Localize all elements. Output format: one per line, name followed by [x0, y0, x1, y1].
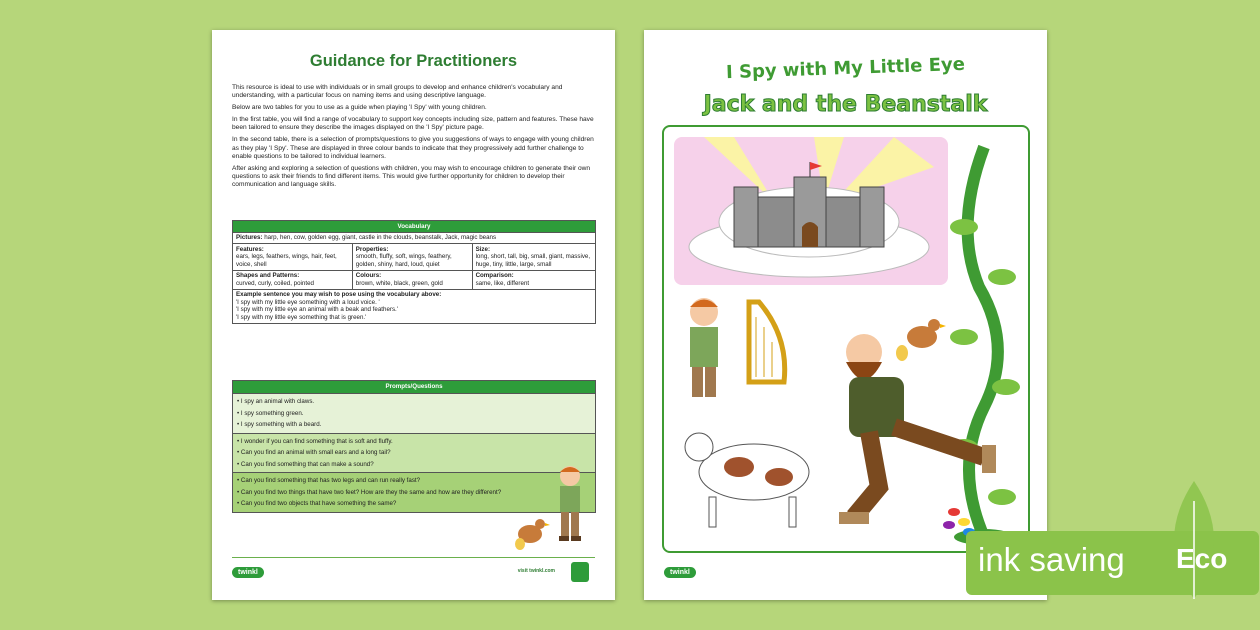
ink-saving-label: ink saving — [978, 541, 1125, 578]
guidance-title: Guidance for Practitioners — [309, 52, 518, 70]
example-sentence: 'I spy with my little eye an animal with a beak and feathers.' — [236, 306, 398, 313]
golden-egg-icon — [896, 345, 908, 361]
guidance-paragraph: In the second table, there is a selection of prompts/questions to give you suggestions of ways to engage with young children as they play 'I Spy'. These are displayed in three colour bands to indicate that they progressively add further challenge to enable questions to be tailored to individual learners. — [232, 136, 594, 160]
prompt-item: • Can you find two objects that have something the same? — [237, 500, 397, 507]
leaf-icon — [1154, 481, 1234, 599]
size-cell — [472, 244, 595, 271]
hen-icon — [515, 519, 550, 550]
example-cell — [233, 289, 596, 323]
features-cell — [233, 244, 353, 271]
guidance-page — [212, 30, 615, 600]
features-label: Features: — [236, 245, 264, 253]
guidance-paragraph: Below are two tables for you to use as a guide when playing 'I Spy' with young children. — [232, 104, 487, 112]
castle-in-clouds-icon — [674, 137, 948, 285]
hen-icon — [907, 319, 946, 348]
story-illustrations — [664, 127, 1028, 551]
pictures-label: Pictures: — [236, 234, 263, 241]
jack-icon — [559, 466, 581, 541]
prompt-item: • Can you find something that can make a sound? — [237, 460, 374, 468]
guidance-paragraph: This resource is ideal to use with individuals or in small groups to develop and enhance children's vocabulary and understanding, with a particular focus on naming items and using descriptive language. — [232, 84, 563, 100]
prompts-band-1 — [232, 394, 596, 434]
size-value: long, short, tall, big, small, giant, massive, huge, tiny, little, large, small — [475, 253, 591, 268]
colours-value: brown, white, black, green, gold — [355, 279, 443, 287]
guidance-paragraph: In the first table, you will find a range of vocabulary to support key concepts including size, pattern and features. These have been tailored to ensure they describe the images displayed on the 'I Spy' picture page. — [232, 116, 594, 132]
cow-icon — [685, 433, 809, 527]
jack-icon — [690, 298, 718, 397]
beanstalk-icon — [950, 147, 1020, 545]
jack-hen-illustration — [512, 462, 592, 558]
prompts-header: Prompts/Questions — [232, 380, 596, 394]
example-label: Example sentence you may wish to pose using the vocabulary above: — [236, 291, 442, 298]
shapes-value: curved, curly, coiled, pointed — [236, 279, 314, 287]
prompt-item: • I spy an animal with claws. — [237, 398, 315, 405]
properties-value: smooth, fluffy, soft, wings, feathery, golden, shiny, hard, loud, quiet — [355, 253, 452, 268]
twinkl-logo: twinkl — [232, 567, 264, 578]
prompt-item: • I spy something with a beard. — [237, 421, 322, 428]
shapes-label: Shapes and Patterns: — [236, 272, 300, 279]
example-sentence: 'I spy with my little eye something that is green.' — [236, 313, 367, 321]
eco-label: Eco — [1176, 543, 1228, 574]
comparison-cell — [472, 270, 595, 289]
prompt-item: • I spy something green. — [237, 409, 304, 417]
vocabulary-table — [232, 220, 596, 324]
pictures-cell — [233, 232, 596, 244]
prompt-item: • Can you find an animal with small ears and a long tail? — [237, 449, 391, 456]
picture-page-subtitle: Jack and the Beanstalk — [703, 92, 988, 117]
badge-icon — [571, 562, 589, 582]
comparison-label: Comparison: — [475, 272, 514, 279]
colours-cell — [352, 270, 472, 289]
example-sentence: 'I spy with my little eye something with a loud voice. ' — [236, 298, 380, 306]
comparison-value: same, like, different — [475, 279, 530, 287]
guidance-paragraph: After asking and exploring a selection of questions with children, you may wish to encourage children to generate their own questions to ask their friends to find different items. This would give further opportunity for children to develop their communication and language skills. — [232, 164, 591, 189]
properties-label: Properties: — [355, 245, 389, 253]
prompt-item: • I wonder if you can find something that is soft and fluffy. — [237, 437, 393, 445]
colours-label: Colours: — [355, 272, 382, 279]
prompt-item: • Can you find two things that have two feet? How are they the same and how are they different? — [237, 488, 502, 496]
footer-url: visit twinkl.com — [517, 568, 555, 574]
properties-cell — [352, 244, 472, 271]
picture-page-title: I Spy with My Little Eye — [725, 53, 966, 84]
features-value: ears, legs, feathers, wings, hair, feet, voice, shell — [236, 253, 337, 268]
vocabulary-header: Vocabulary — [233, 221, 596, 233]
footer-divider — [232, 557, 595, 558]
picture-page — [644, 30, 1047, 600]
harp-icon — [749, 302, 785, 382]
ink-saving-eco-badge — [966, 531, 1259, 595]
size-label: Size: — [475, 245, 491, 253]
twinkl-logo: twinkl — [664, 567, 696, 578]
pictures-value: harp, hen, cow, golden egg, giant, castle in the clouds, beanstalk, Jack, magic beans — [264, 234, 497, 241]
picture-frame — [662, 125, 1030, 553]
prompt-item: • Can you find something that has two legs and can run really fast? — [237, 477, 421, 484]
guidance-text — [232, 84, 597, 193]
shapes-cell — [233, 270, 353, 289]
